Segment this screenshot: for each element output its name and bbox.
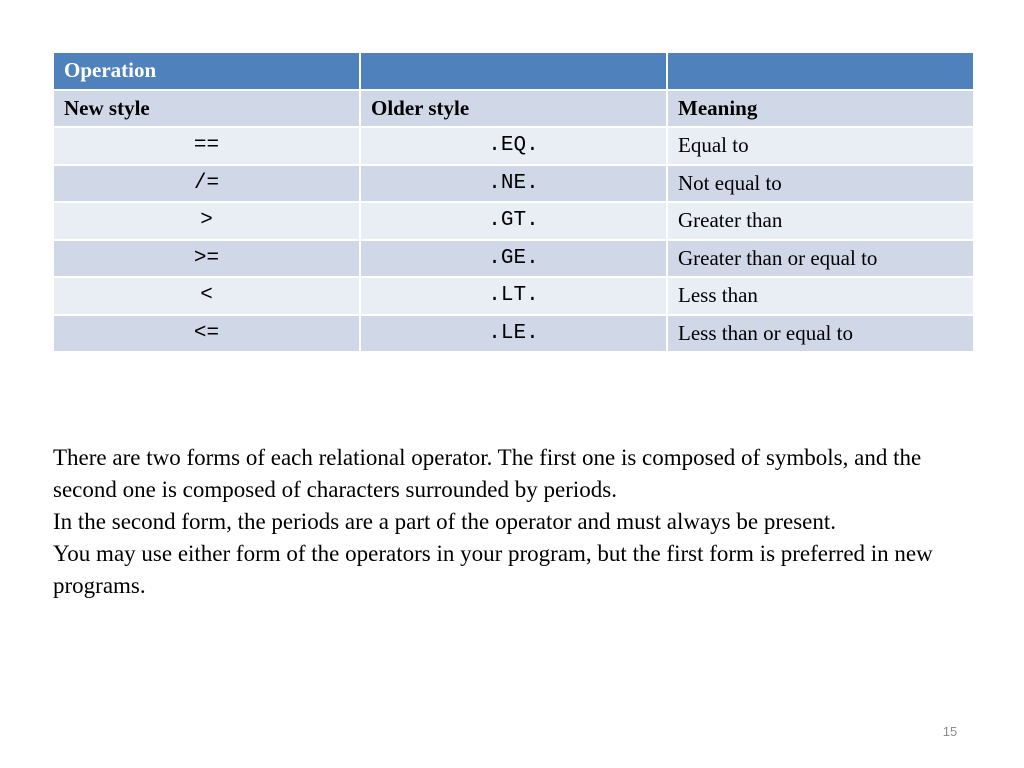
table-row bbox=[53, 165, 974, 203]
table-row bbox=[53, 277, 974, 315]
new-style-cell: <= bbox=[53, 315, 360, 353]
meaning-cell: Less than bbox=[667, 277, 974, 315]
table-row bbox=[53, 240, 974, 278]
header-cell-empty-3 bbox=[667, 52, 974, 90]
older-style-cell: .GE. bbox=[360, 240, 667, 278]
older-style-cell: .NE. bbox=[360, 165, 667, 203]
new-style-cell: /= bbox=[53, 165, 360, 203]
meaning-cell: Not equal to bbox=[667, 165, 974, 203]
explanation-text bbox=[53, 442, 988, 602]
subheader-new-style: New style bbox=[53, 90, 360, 128]
table-row bbox=[53, 127, 974, 165]
meaning-cell: Less than or equal to bbox=[667, 315, 974, 353]
table-header-row bbox=[53, 52, 974, 90]
older-style-cell: .GT. bbox=[360, 202, 667, 240]
subheader-older-style: Older style bbox=[360, 90, 667, 128]
older-style-cell: .EQ. bbox=[360, 127, 667, 165]
older-style-cell: .LE. bbox=[360, 315, 667, 353]
explanation-paragraph-preference: You may use either form of the operators in your program, but the first form is preferred in new programs. bbox=[53, 541, 933, 598]
slide-page-number: 15 bbox=[942, 724, 958, 739]
explanation-paragraph-periods: In the second form, the periods are a part of the operator and must always be present. bbox=[53, 509, 836, 534]
explanation-paragraph-forms: There are two forms of each relational operator. The first one is composed of symbols, and the second one is composed of characters surrounded by periods. bbox=[53, 445, 922, 502]
new-style-cell: >= bbox=[53, 240, 360, 278]
new-style-cell: > bbox=[53, 202, 360, 240]
table-row bbox=[53, 315, 974, 353]
table-subheader-row bbox=[53, 90, 974, 128]
older-style-cell: .LT. bbox=[360, 277, 667, 315]
relational-operators-table bbox=[52, 51, 975, 353]
meaning-cell: Greater than bbox=[667, 202, 974, 240]
new-style-cell: == bbox=[53, 127, 360, 165]
header-cell-empty-2 bbox=[360, 52, 667, 90]
table-row bbox=[53, 202, 974, 240]
meaning-cell: Greater than or equal to bbox=[667, 240, 974, 278]
meaning-cell: Equal to bbox=[667, 127, 974, 165]
header-cell-operation: Operation bbox=[53, 52, 360, 90]
subheader-meaning: Meaning bbox=[667, 90, 974, 128]
new-style-cell: < bbox=[53, 277, 360, 315]
